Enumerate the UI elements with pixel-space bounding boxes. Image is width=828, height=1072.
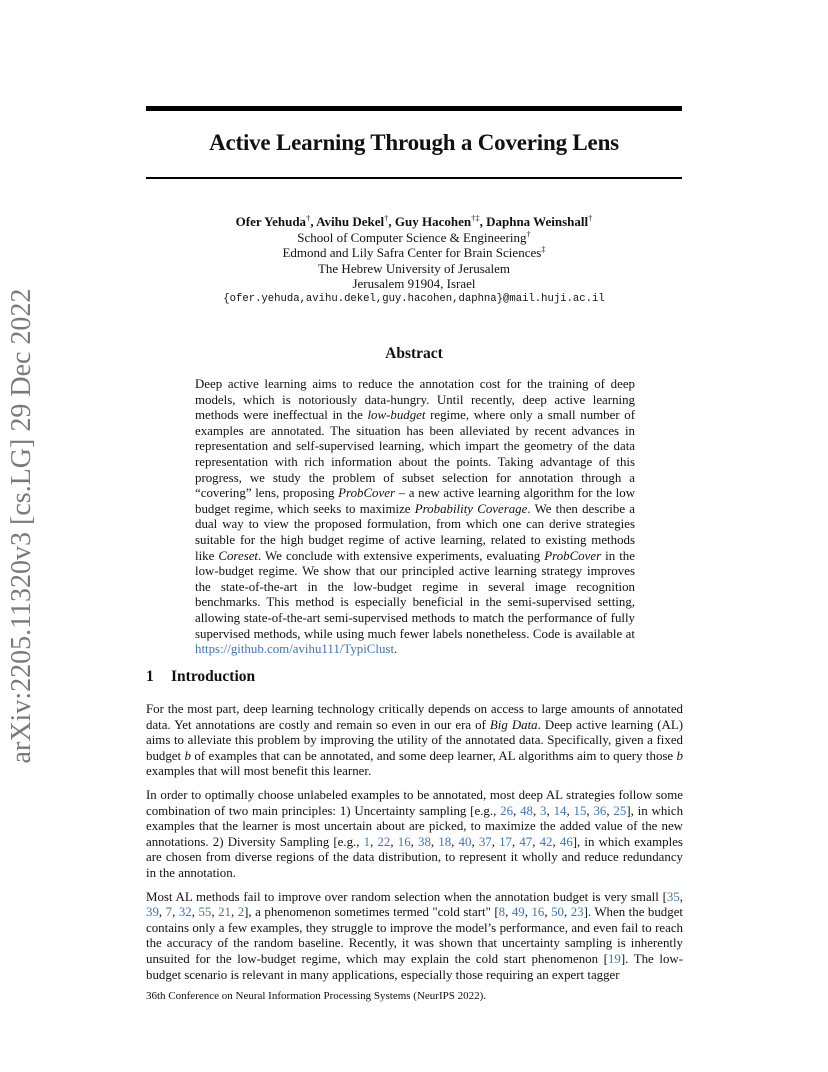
citation-link[interactable]: 7 [165, 905, 173, 920]
abstract-body: Deep active learning aims to reduce the annotation cost for the training of deep models, which is notoriously data-hungry. Until recently, deep active learning methods were ineffectual in the low-budget regime, where only a small number of examples are annotated. The situation has been alleviated by recent advances in representation and self-supervised learning, which impart the geometry of the data representation with rich information about the points. Taking advantage of this progress, we study the problem of subset selection for annotation through a “covering” lens, proposing ProbCover – a new active learning algorithm for the low budget regime, which seeks to maximize Probability Coverage. We then describe a dual way to view the proposed formulation, from which one can derive strategies suitable for the high budget regime of active learning, related to existing methods like Coreset. We conclude with extensive experiments, evaluating ProbCover in the low-budget regime. We show that our principled active learning strategy improves the state-of-the-art in the low-budget regime in several image recognition benchmarks. This method is especially beneficial in the semi-supervised setting, allowing state-of-the-art semi-supervised methods to match the performance of fully supervised methods, while using much fewer labels nonetheless. Code is available at https://github.com/avihu111/TypiClust. [195, 377, 636, 657]
citation-link[interactable]: 47 [519, 834, 533, 849]
citation-link[interactable]: 46 [559, 834, 573, 849]
citation-link[interactable]: 39 [146, 905, 159, 920]
citation-link[interactable]: 1 [363, 834, 371, 849]
introduction-body [146, 702, 683, 991]
affiliation-line: The Hebrew University of Jerusalem [317, 260, 511, 276]
affiliation-mark: † [588, 213, 593, 223]
code-link[interactable]: https://github.com/avihu111/TypiClust [195, 642, 395, 657]
citation-link[interactable]: 8 [498, 905, 506, 920]
citation-link[interactable]: 3 [540, 803, 547, 818]
author-name: Daphna Weinshall [486, 214, 589, 229]
paper-title: Active Learning Through a Covering Lens [209, 130, 619, 155]
citation-link[interactable]: 42 [539, 834, 553, 849]
citation-link[interactable]: 49 [511, 905, 525, 920]
citation-link[interactable]: 38 [418, 834, 431, 849]
citation-link[interactable]: 35 [666, 889, 680, 904]
citation-link[interactable]: 16 [397, 834, 411, 849]
section-title: Introduction [171, 668, 256, 685]
paragraph: In order to optimally choose unlabeled examples to be annotated, most deep AL strategies follow some combination of two main principles: 1) Uncertainty sampling [e.g., 26, 48, 3, 14, 15, 36, 25], in which examples that the learner is most uncertain about are picked, to maximize the added value of the new annotations. 2) Diversity Sampling [e.g., 1, 22, 16, 38, 18, 40, 37, 17, 47, 42, 46], in which examples are chosen from diverse regions of the data distribution, to represent it wholly and reduce redundancy in the annotation. [146, 787, 684, 880]
citation-link[interactable]: 14 [553, 803, 567, 818]
section-number: 1 [146, 668, 154, 685]
arxiv-sidebar-id: arXiv:2205.11320v3 [cs.LG] 29 Dec 2022 [6, 288, 37, 764]
citation-link[interactable]: 36 [593, 803, 607, 818]
conference-footnote: 36th Conference on Neural Information Processing Systems (NeurIPS 2022). [146, 990, 487, 1002]
citation-link[interactable]: 48 [520, 803, 533, 818]
top-rule [146, 106, 682, 111]
author-name: Guy Hacohen [394, 214, 472, 229]
citation-link[interactable]: 37 [478, 834, 492, 849]
citation-link[interactable]: 21 [218, 905, 231, 920]
section-heading [146, 668, 255, 686]
citation-link[interactable]: 2 [237, 905, 245, 920]
affiliation-line: School of Computer Science & Engineering† [297, 228, 531, 245]
citation-link[interactable]: 32 [178, 905, 192, 920]
author-name: Ofer Yehuda [235, 214, 307, 229]
affiliation-mark: †‡ [471, 213, 480, 223]
affiliation-line: Jerusalem 91904, Israel [352, 276, 476, 292]
citation-link[interactable]: 16 [531, 905, 545, 920]
affiliation-mark: † [306, 213, 311, 223]
paragraph: Most AL methods fail to improve over random selection when the annotation budget is very small [35, 39, 7, 32, 55, 21, 2], a phenomenon sometimes termed "cold start" [8, 49, 16, 50, 23]. When the budget contains only a few examples, they struggle to improve the model’s performance, and even fail to reach the accuracy of the random baseline. Recently, it was shown that uncertainty sampling is inherently unsuited for the low-budget regime, which may explain the cold start phenomenon [19]. The low-budget scenario is relevant in many applications, especially those requiring an expert tagger [146, 889, 684, 982]
citation-link[interactable]: 22 [377, 834, 391, 849]
abstract-heading: Abstract [385, 345, 443, 362]
citation-link[interactable]: 25 [613, 803, 627, 818]
citation-link[interactable]: 50 [551, 905, 564, 920]
citation-link[interactable]: 15 [573, 803, 587, 818]
affiliation-line: Edmond and Lily Safra Center for Brain Sciences‡ [282, 244, 546, 261]
affiliation-mark: † [384, 213, 389, 223]
citation-link[interactable]: 19 [607, 951, 621, 966]
citation-link[interactable]: 17 [499, 834, 512, 849]
citation-link[interactable]: 23 [570, 905, 584, 920]
title-rule [146, 177, 682, 179]
author-emails: {ofer.yehuda,avihu.dekel,guy.hacohen,daphna}@mail.huji.ac.il [223, 292, 605, 305]
citation-link[interactable]: 40 [458, 834, 472, 849]
author-names: Ofer Yehuda†, Avihu Dekel†, Guy Hacohen†‡, Daphna Weinshall† [235, 213, 593, 229]
citation-link[interactable]: 55 [198, 905, 212, 920]
author-name: Avihu Dekel [316, 214, 385, 229]
author-block [146, 214, 682, 308]
citation-link[interactable]: 18 [438, 834, 452, 849]
paragraph: For the most part, deep learning technology critically depends on access to large amounts of annotated data. Yet annotations are costly and remain so even in our era of Big Data. Deep active learning (AL) aims to alleviate this problem by improving the utility of the annotated data. Specifically, given a fixed budget b of examples that can be annotated, and some deep learner, AL algorithms aim to query those b examples that will most benefit this learner. [146, 702, 683, 779]
citation-link[interactable]: 26 [500, 803, 514, 818]
